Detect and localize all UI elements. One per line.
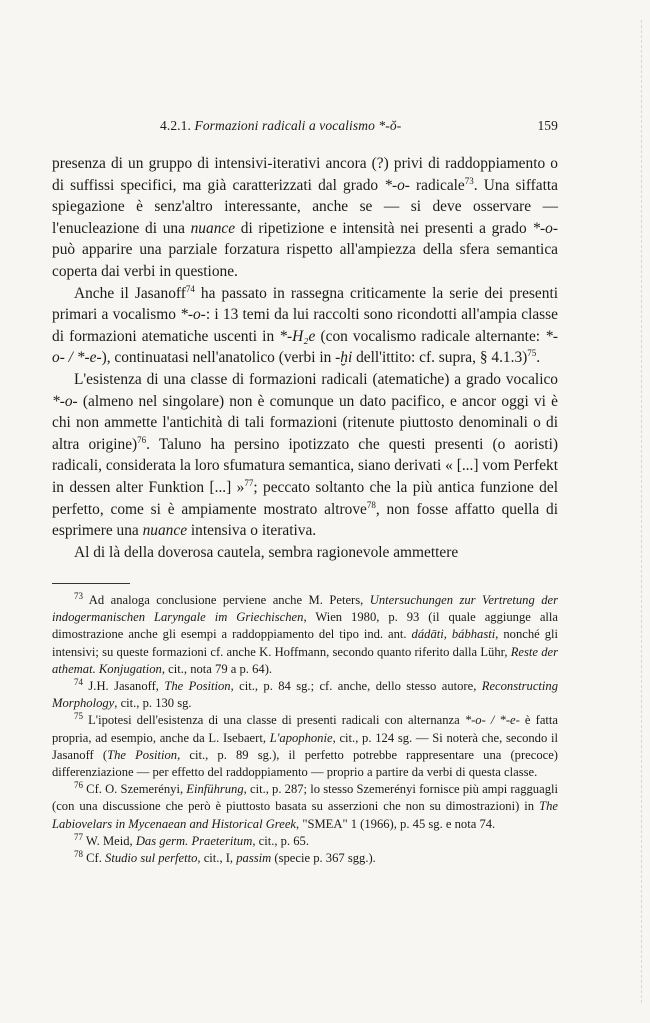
footnote-76: $^{76}$ Cf. O. Szemerényi, Einführung, cit., p. 287; lo stesso Szemerényi fornisce più ampi ragguagli (con una discussione che però è piuttosto basata su asserzioni che non su dimostrazioni) in The Labiovelars in Mycenaean and Historical Greek, "SMEA" 1 (1966), p. 45 sg. e nota 74.	[52, 780, 558, 831]
footnote-ref-76: 76	[137, 434, 147, 445]
footnote-ref-77: 77	[244, 477, 254, 488]
footnote-ref-75: 75	[527, 348, 537, 359]
running-head-section: 4.2.1. Formazioni radicali a vocalismo *-ŏ-	[160, 118, 402, 133]
footnote-73: $^{73}$ Ad analoga conclusione perviene anche M. Peters, Untersuchungen zur Vertretung der indogermanischen Laryngale im Griechischen, Wien 1980, p. 93 (il quale aggiunge alla dimostrazione anche gli esempi a raddoppiamento del tipo ind. ant. dádāti, bábhasti, nonché gli intensivi; su queste formazioni cf. anche K. Hoffmann, secondo quanto riferito dalla Lühr, Reste der athemat. Konjugation, cit., nota 79 a p. 64).	[52, 590, 559, 676]
paragraph-2: Anche il Jasanoff$^{74}$ ha passato in rassegna criticamente la serie dei presenti primari a vocalismo *-o-: i 13 temi da lui raccolti sono ricondotti all'ampia classe di formazioni atematiche uscenti in *-H₂e (con vocalismo radicale alternante: *-o- / *-e-), continuatasi nell'anatolico (verbi in -ḫi dell'ittito: cf. supra, § 4.1.3)$^{75}$.	[52, 283, 558, 367]
paragraph-4: Al di là della doverosa cautela, sembra ragionevole ammettere	[74, 543, 459, 561]
page-number: 159	[537, 118, 558, 133]
running-head-title: Formazioni radicali a vocalismo *-ŏ-	[194, 118, 402, 133]
footnote-74: $^{74}$ J.H. Jasanoff, The Position, cit., p. 84 sg.; cf. anche, dello stesso autore, Reconstructing Morphology, cit., p. 130 sg.	[52, 676, 558, 711]
paragraph-3: L'esistenza di una classe di formazioni radicali (atematiche) a grado vocalico *-o- (almeno nel singolare) non è comunque un dato pacifico, e ancor oggi vi è chi non ammette l'antichità di tali formazioni (ritenute piuttosto denominali o di altra origine)$^{76}$. Taluno ha persino ipotizzato che questi presenti (o aoristi) radicali, considerata la loro sfumatura semantica, siano derivati « [...] vom Perfekt in dessen alter Funktion [...] »$^{77}$; peccato soltanto che la più antica funzione del perfetto, come si è ampiamente mostrato altrove$^{78}$, non fosse affatto quella di esprimere una nuance intensiva o iterativa.	[52, 370, 559, 540]
paragraph-1: presenza di un gruppo di intensivi-iterativi ancora (?) privi di raddoppiamento o di suffissi specifici, ma già caratterizzati dal grado *-o- radicale$^{73}$. Una siffatta spiegazione è senz'altro interessante, anche se — si deve osservare — l'enucleazione di una nuance di ripetizione e intensità nei presenti a grado *-o- può apparire una parziale forzatura rispetto all'ampiezza della sfera semantica coperta dai verbi in questione.	[52, 155, 559, 280]
footnote-ref-74: 74	[185, 283, 195, 294]
footnote-75: $^{75}$ L'ipotesi dell'esistenza di una classe di presenti radicali con alternanza *-o- / *-e- è fatta propria, ad esempio, anche da L. Isebaert, L'apophonie, cit., p. 124 sg. — Si noterà che, secondo il Jasanoff (The Position, cit., p. 89 sg.), il perfetto potrebbe rappresentare una (precoce) differenziazione — per effetto del raddoppiamento — proprio a partire da verbi di questa classe.	[52, 711, 559, 780]
footnote-77: $^{77}$ W. Meid, Das germ. Praeteritum, cit., p. 65.	[74, 831, 309, 848]
footnote-ref-73: 73	[464, 175, 474, 186]
footnote-ref-78: 78	[366, 499, 376, 510]
page-edge-line	[641, 20, 642, 1003]
footnote-78: $^{78}$ Cf. Studio sul perfetto, cit., I, passim (specie p. 367 sgg.).	[74, 848, 376, 866]
footnotes	[52, 592, 558, 867]
footnote-rule	[52, 583, 130, 584]
main-text	[52, 153, 558, 563]
